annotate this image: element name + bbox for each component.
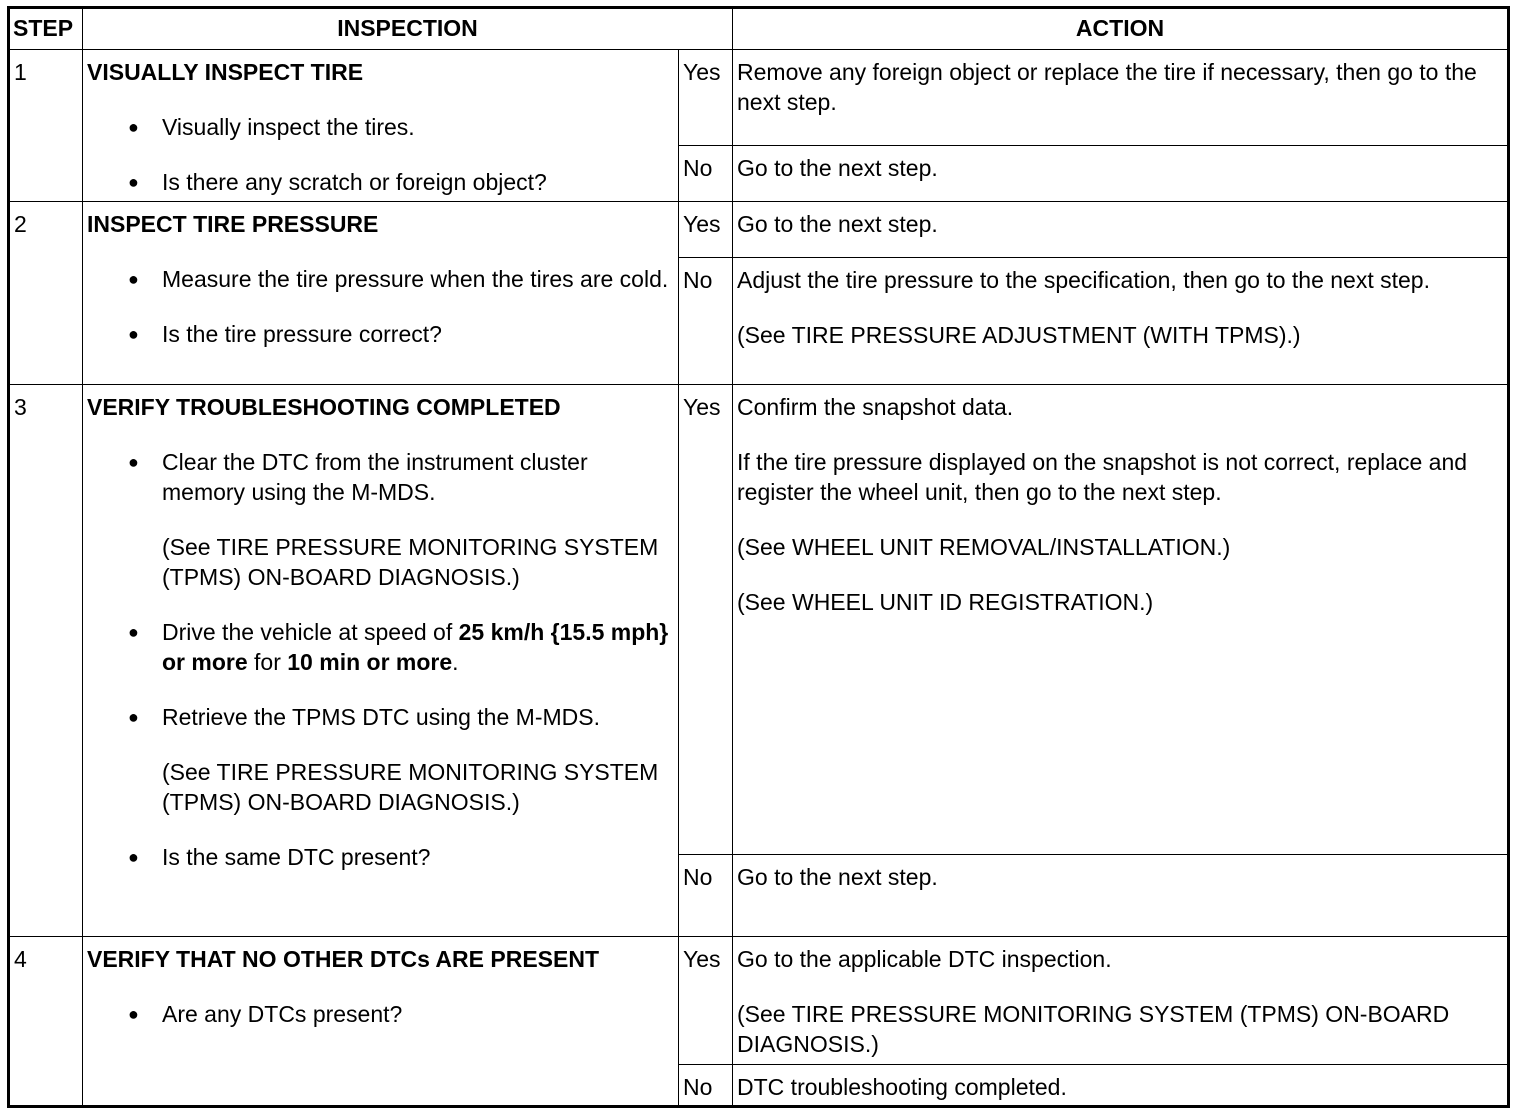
action-text: Confirm the snapshot data. <box>737 394 1014 420</box>
step-number: 2 <box>9 202 83 385</box>
troubleshooting-table <box>7 6 1510 1108</box>
bullet-item: ● Clear the DTC from the instrument cluster memory using the M-MDS. <box>87 447 673 507</box>
step-1-yes-row <box>9 50 1509 146</box>
action-text: DTC troubleshooting completed. <box>737 1074 1067 1100</box>
action-text: Remove any foreign object or replace the tire if necessary, then go to the next step. <box>737 59 1477 115</box>
header-inspection: INSPECTION <box>83 8 733 50</box>
yes-action <box>733 202 1509 258</box>
no-label: No <box>679 146 733 202</box>
bullet-item: ● Visually inspect the tires. <box>87 112 673 142</box>
no-action <box>733 1065 1509 1107</box>
action-text: Adjust the tire pressure to the specification, then go to the next step. <box>737 267 1430 293</box>
step-number: 1 <box>9 50 83 202</box>
bullet-reference: (See TIRE PRESSURE MONITORING SYSTEM (TPMS) ON-BOARD DIAGNOSIS.) <box>162 534 659 590</box>
bullet-list <box>87 842 673 872</box>
action-reference: (See TIRE PRESSURE ADJUSTMENT (WITH TPMS).) <box>737 322 1301 348</box>
step-3-yes-row <box>9 385 1509 855</box>
step-number: 3 <box>9 385 83 937</box>
bullet-item: ● Measure the tire pressure when the tires are cold. <box>87 264 673 294</box>
time-spec: 10 min or more <box>287 649 453 675</box>
action-reference: (See TIRE PRESSURE MONITORING SYSTEM (TPMS) ON-BOARD DIAGNOSIS.) <box>737 1001 1450 1057</box>
yes-label: Yes <box>679 50 733 146</box>
bullet-item-drive <box>87 617 673 677</box>
action-text: If the tire pressure displayed on the snapshot is not correct, replace and register the wheel unit, then go to the next step. <box>737 449 1468 505</box>
no-label: No <box>679 1065 733 1107</box>
step-2-yes-row <box>9 202 1509 258</box>
bullet-item: ● Is the same DTC present? <box>87 842 673 872</box>
action-text: Go to the next step. <box>737 211 938 237</box>
bullet-list <box>87 112 673 197</box>
step-inspection <box>83 937 679 1107</box>
header-action: ACTION <box>733 8 1509 50</box>
action-reference: (See WHEEL UNIT ID REGISTRATION.) <box>737 589 1154 615</box>
bullet-item: ● Are any DTCs present? <box>87 999 673 1029</box>
header-row <box>9 8 1509 50</box>
header-step: STEP <box>9 8 83 50</box>
no-action <box>733 855 1509 937</box>
bullet-list <box>87 447 673 507</box>
yes-action <box>733 385 1509 855</box>
no-label: No <box>679 258 733 385</box>
step-inspection <box>83 202 679 385</box>
no-action <box>733 258 1509 385</box>
step-inspection <box>83 385 679 937</box>
speed-spec: 25 km/h {15.5 mph} or more <box>162 619 669 675</box>
bullet-text: Drive the vehicle at speed of <box>162 619 459 645</box>
step-title: VERIFY TROUBLESHOOTING COMPLETED <box>87 394 561 420</box>
bullet-list <box>87 617 673 732</box>
bullet-item: ● Is the tire pressure correct? <box>87 319 673 349</box>
bullet-reference: (See TIRE PRESSURE MONITORING SYSTEM (TPMS) ON-BOARD DIAGNOSIS.) <box>162 759 659 815</box>
yes-label: Yes <box>679 385 733 855</box>
step-title: INSPECT TIRE PRESSURE <box>87 211 379 237</box>
step-inspection <box>83 50 679 202</box>
step-title: VISUALLY INSPECT TIRE <box>87 59 364 85</box>
bullet-item: ● Is there any scratch or foreign object? <box>87 167 673 197</box>
bullet-list <box>87 264 673 349</box>
action-text: Go to the next step. <box>737 155 938 181</box>
bullet-text: . <box>452 649 459 675</box>
yes-label: Yes <box>679 937 733 1065</box>
step-4-yes-row <box>9 937 1509 1065</box>
no-label: No <box>679 855 733 937</box>
yes-action <box>733 937 1509 1065</box>
step-number: 4 <box>9 937 83 1107</box>
yes-action <box>733 50 1509 146</box>
bullet-list <box>87 999 673 1029</box>
no-action <box>733 146 1509 202</box>
bullet-item: ● Retrieve the TPMS DTC using the M-MDS. <box>87 702 673 732</box>
bullet-text: for <box>247 649 288 675</box>
action-reference: (See WHEEL UNIT REMOVAL/INSTALLATION.) <box>737 534 1231 560</box>
action-text: Go to the applicable DTC inspection. <box>737 946 1112 972</box>
step-title: VERIFY THAT NO OTHER DTCs ARE PRESENT <box>87 946 600 972</box>
action-text: Go to the next step. <box>737 864 938 890</box>
yes-label: Yes <box>679 202 733 258</box>
